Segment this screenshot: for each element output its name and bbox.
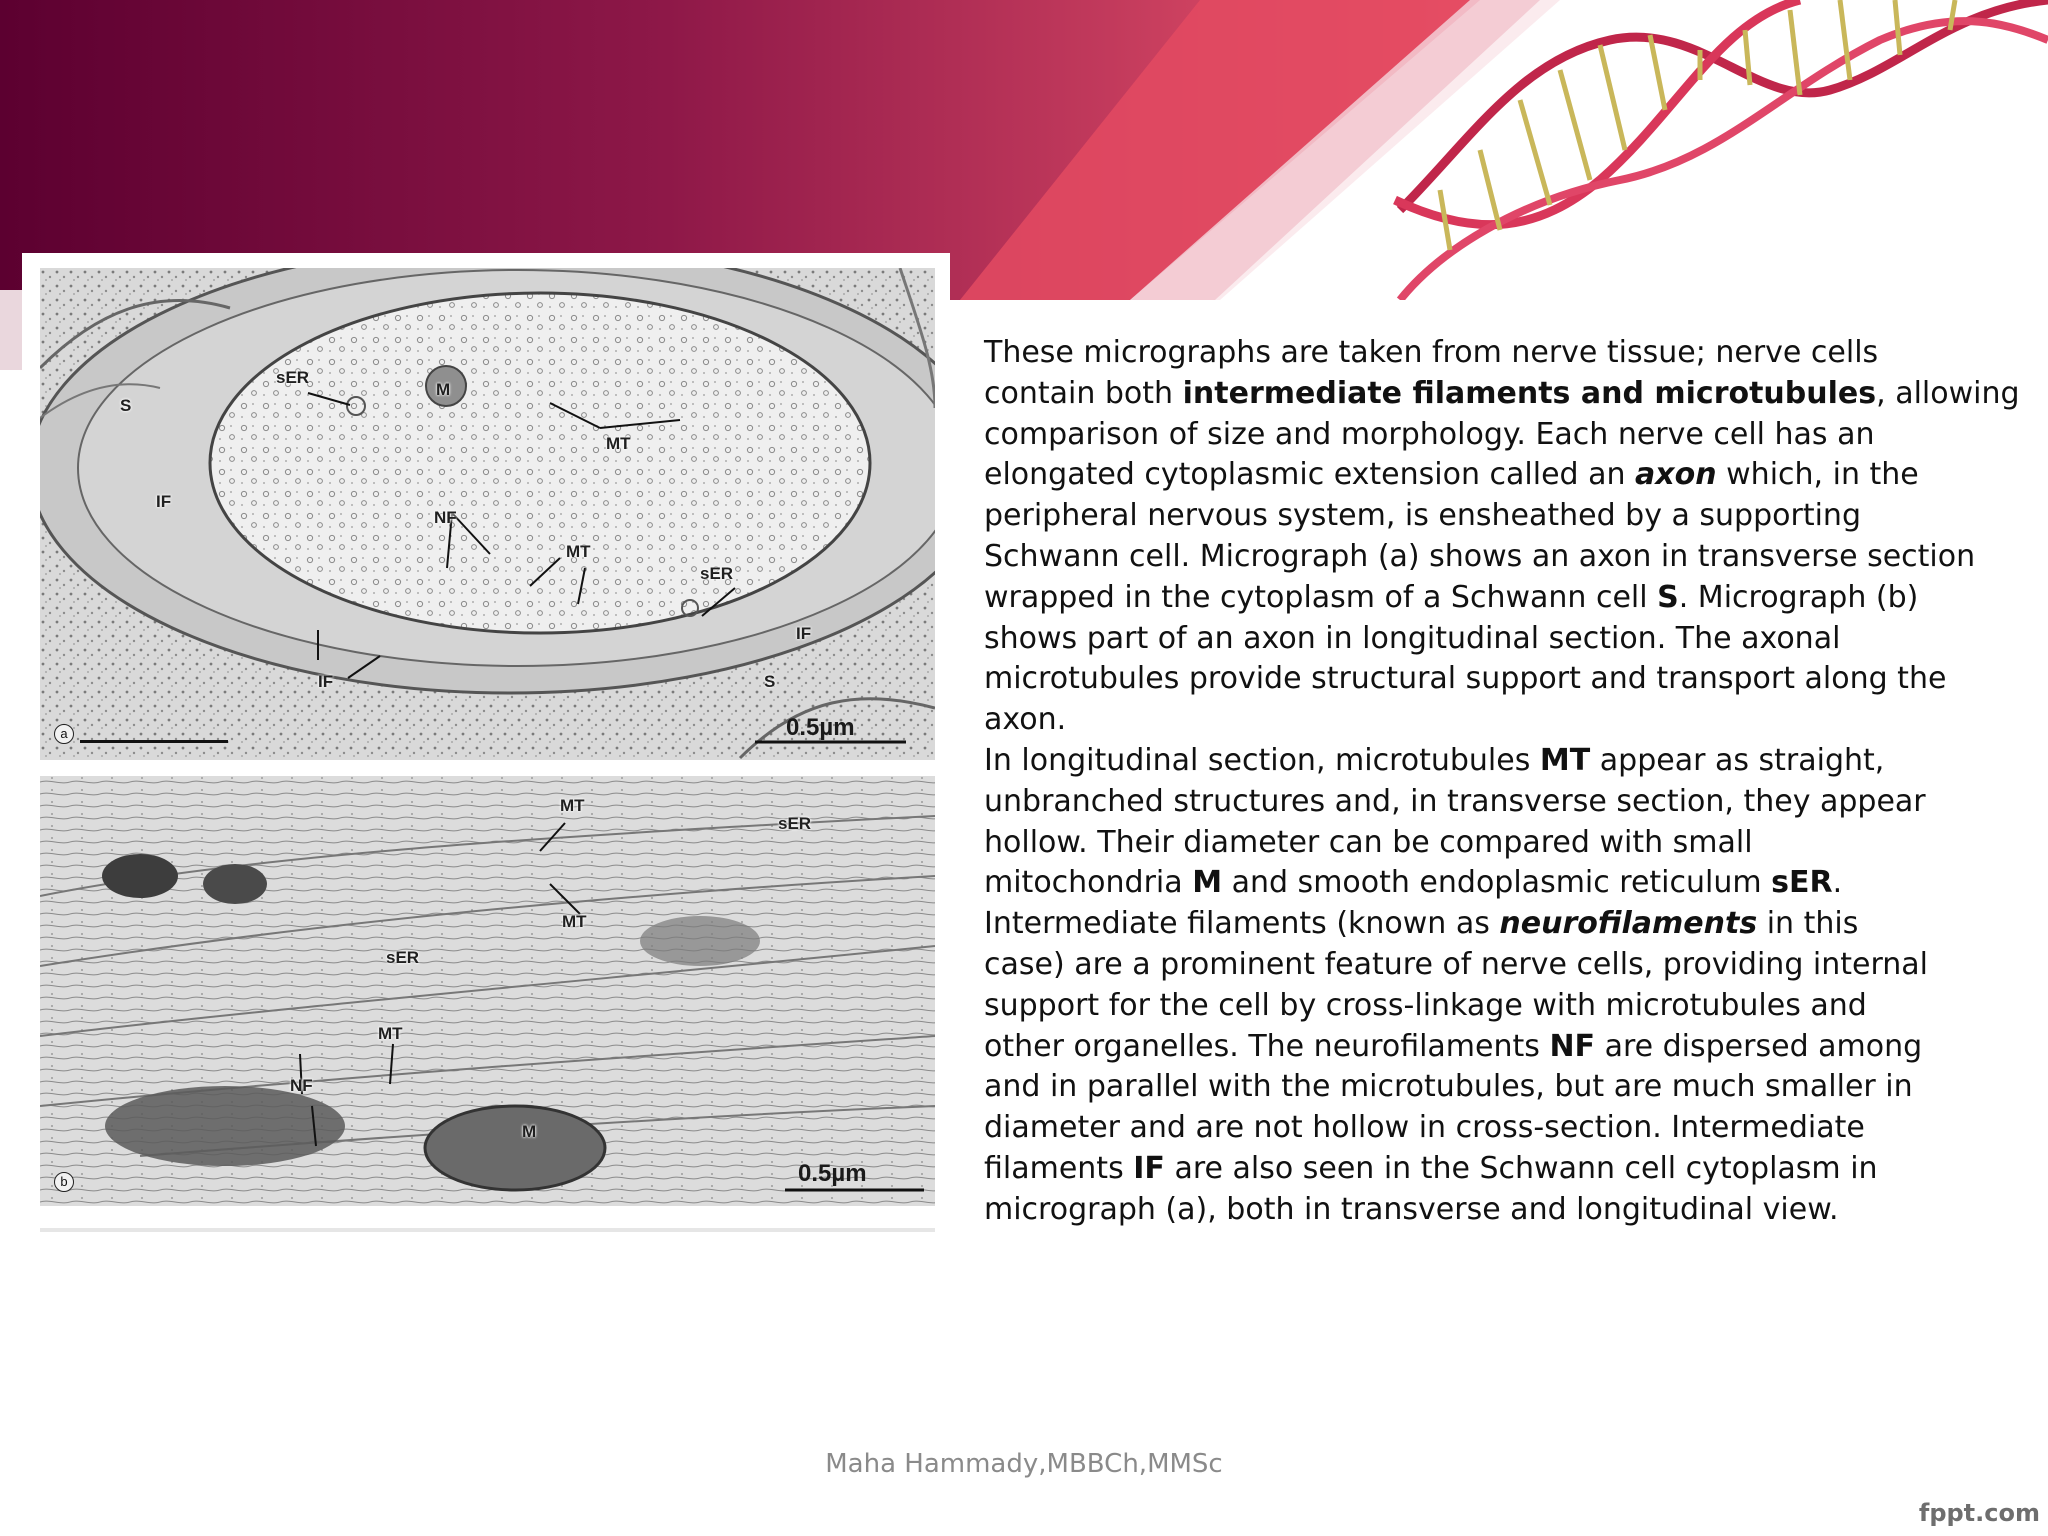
emphasis-nf: NF — [1549, 1028, 1596, 1064]
text-line — [984, 455, 2048, 496]
micrograph-b — [40, 776, 935, 1206]
text-line — [984, 863, 2048, 904]
text-line — [984, 374, 2048, 415]
label-nf: NF — [434, 508, 457, 527]
label-b-m: M — [522, 1122, 537, 1141]
label-b-nf: NF — [290, 1076, 313, 1095]
text-segment: and smooth endoplasmic reticulum — [1222, 865, 1772, 901]
text-segment: mitochondria — [984, 865, 1193, 901]
label-b-ser-top-right: sER — [778, 814, 812, 833]
text-segment: in this — [1757, 906, 1859, 942]
text-segment: are dispersed among — [1595, 1028, 1923, 1064]
text-line — [984, 537, 2048, 578]
text-segment: contain both — [984, 375, 1183, 411]
text-line — [984, 1108, 2048, 1149]
micrograph-a — [40, 268, 935, 760]
text-segment: Schwann cell. Micrograph (a) shows an axon in transverse section — [984, 538, 1976, 574]
label-if-right: IF — [796, 624, 812, 643]
text-line — [984, 823, 2048, 864]
text-segment: . — [1832, 865, 1843, 901]
text-segment: which, in the — [1716, 457, 1919, 493]
scale-bar-a-label: 0.5µm — [786, 714, 855, 741]
label-ser-top: sER — [276, 368, 310, 387]
text-line — [984, 659, 2048, 700]
text-line — [984, 741, 2048, 782]
text-segment: Intermediate filaments (known as — [984, 906, 1500, 942]
text-segment: diameter and are not hollow in cross-section. Intermediate — [984, 1110, 1865, 1146]
emphasis-neurofilaments: neurofilaments — [1499, 906, 1758, 942]
text-segment: These micrographs are taken from nerve tissue; nerve cells — [984, 335, 1879, 370]
left-accent-tab — [0, 290, 22, 370]
label-mt-top: MT — [606, 434, 631, 453]
text-segment: and in parallel with the microtubules, but are much smaller in — [984, 1069, 1913, 1105]
panel-letter-a: a — [54, 724, 74, 744]
text-segment: elongated cytoplasmic extension called an — [984, 457, 1636, 493]
text-line — [984, 700, 2048, 741]
text-segment: unbranched structures and, in transverse section, they appear — [984, 783, 1926, 819]
text-line — [984, 333, 2048, 374]
text-line — [984, 1067, 2048, 1108]
text-segment: In longitudinal section, microtubules — [984, 742, 1540, 778]
label-b-mt-mid: MT — [562, 912, 587, 931]
text-segment: axon. — [984, 702, 1067, 738]
text-line — [984, 496, 2048, 537]
text-segment: wrapped in the cytoplasm of a Schwann cell — [984, 579, 1658, 615]
text-segment: are also seen in the Schwann cell cytoplasm in — [1164, 1150, 1878, 1186]
emphasis-s: S — [1657, 579, 1679, 615]
text-line — [984, 1190, 2048, 1231]
text-line — [984, 904, 2048, 945]
footer-brand-link[interactable]: fppt.com — [1918, 1499, 2040, 1527]
text-line — [984, 782, 2048, 823]
text-line — [984, 415, 2048, 456]
text-segment: other organelles. The neurofilaments — [984, 1028, 1550, 1064]
emphasis-axon: axon — [1635, 457, 1717, 493]
emphasis-intermediate-filaments: intermediate filaments and microtubules — [1182, 375, 1877, 411]
text-segment: , allowing — [1876, 375, 2020, 411]
text-line — [984, 619, 2048, 660]
footer-author: Maha Hammady,MBBCh,MMSc — [825, 1449, 1223, 1479]
body-text — [984, 333, 2048, 1231]
emphasis-mt: MT — [1539, 742, 1591, 778]
label-mt-mid: MT — [566, 542, 591, 561]
emphasis-m: M — [1192, 865, 1223, 901]
emphasis-if: IF — [1133, 1150, 1165, 1186]
label-ser-right: sER — [700, 564, 734, 583]
label-if-bottom: IF — [318, 672, 334, 691]
text-segment: microtubules provide structural support and transport along the — [984, 661, 1947, 697]
text-segment: appear as straight, — [1590, 742, 1885, 778]
text-segment: comparison of size and morphology. Each nerve cell has an — [984, 416, 1875, 452]
label-s-top: S — [120, 396, 132, 415]
label-if-left: IF — [156, 492, 172, 511]
figure-bottom-rule — [40, 1228, 935, 1232]
text-segment: shows part of an axon in longitudinal section. The axonal — [984, 620, 1841, 656]
text-segment: filaments — [984, 1150, 1134, 1186]
label-s-bottom: S — [764, 672, 776, 691]
label-b-mt-low: MT — [378, 1024, 403, 1043]
panel-letter-b: b — [54, 1172, 74, 1192]
text-line — [984, 1027, 2048, 1068]
text-segment: hollow. Their diameter can be compared with small — [984, 824, 1753, 860]
label-b-mt-top: MT — [560, 796, 585, 815]
text-segment: micrograph (a), both in transverse and longitudinal view. — [984, 1191, 1839, 1227]
text-segment: . Micrograph (b) — [1678, 579, 1919, 615]
text-line — [984, 945, 2048, 986]
text-line — [984, 1149, 2048, 1190]
text-segment: case) are a prominent feature of nerve cells, providing internal — [984, 946, 1929, 982]
text-line — [984, 578, 2048, 619]
label-m: M — [436, 380, 451, 399]
text-segment: peripheral nervous system, is ensheathed by a supporting — [984, 498, 1861, 534]
text-line — [984, 986, 2048, 1027]
text-segment: support for the cell by cross-linkage with microtubules and — [984, 987, 1867, 1023]
label-b-ser-left: sER — [386, 948, 420, 967]
emphasis-ser: sER — [1771, 865, 1833, 901]
scale-bar-b-label: 0.5µm — [798, 1160, 867, 1187]
